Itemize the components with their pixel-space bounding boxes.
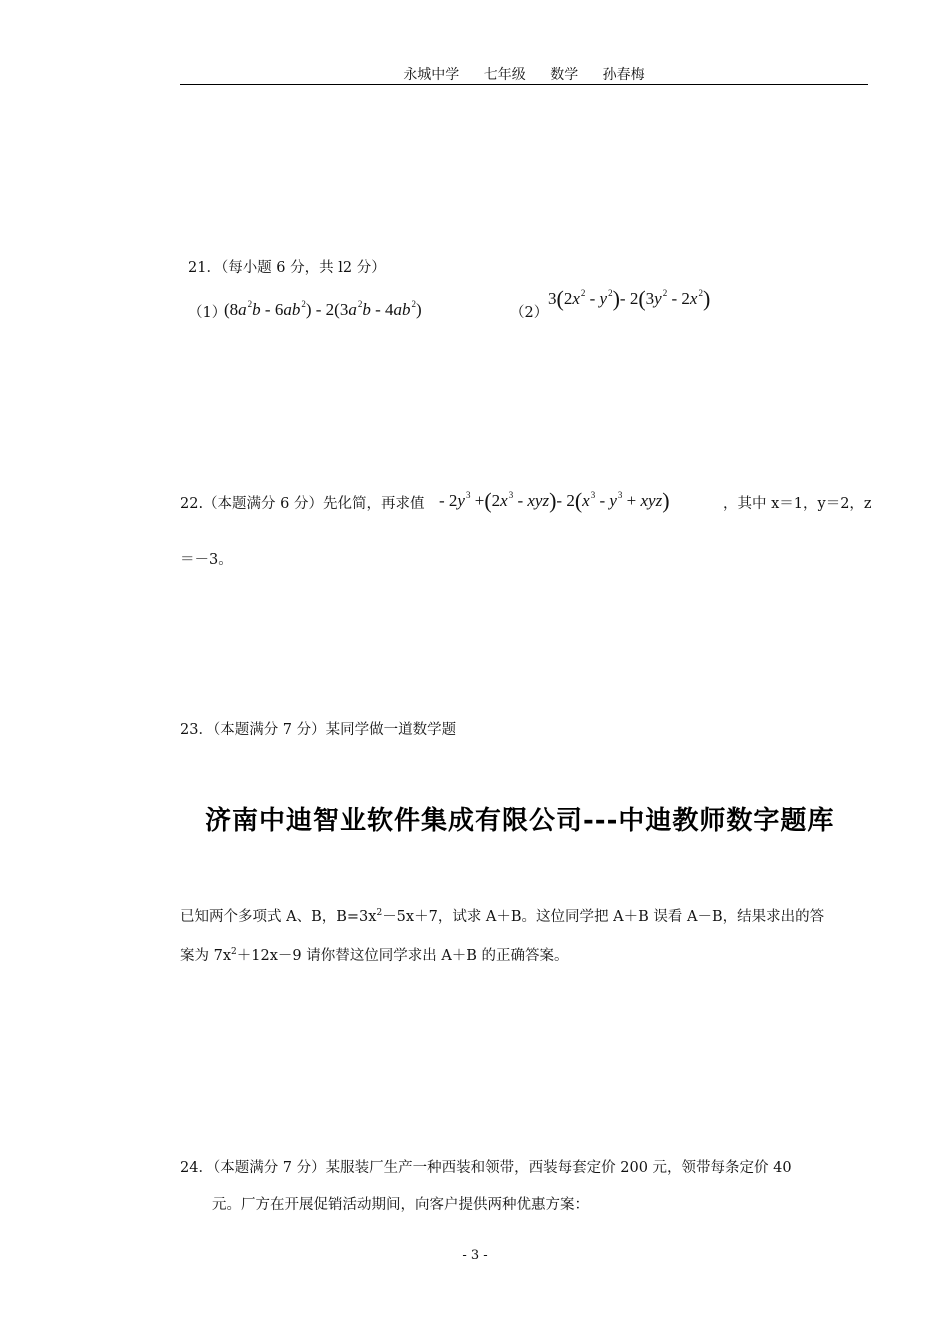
header-subject: 数学 bbox=[550, 67, 579, 83]
q22-condition: ，其中 x＝1，y＝2，z bbox=[723, 496, 872, 512]
header-school: 永城中学 bbox=[403, 67, 460, 83]
header-teacher: 孙春梅 bbox=[602, 67, 645, 83]
page-header bbox=[180, 64, 868, 84]
q24-line2: 元。厂方在开展促销活动期间，向客户提供两种优惠方案： bbox=[212, 1197, 589, 1213]
page-number: - 3 - bbox=[462, 1248, 488, 1263]
q23-title: 23．（本题满分 7 分）某同学做一道数学题 bbox=[180, 722, 457, 738]
q23-problem-line1: 已知两个多项式 A、B，$B=3x^2-5x+7$，试求 A＋B。这位同学把 A＋B 误看 A－B，结果求出的答 bbox=[180, 908, 825, 925]
header-grade: 七年级 bbox=[483, 67, 526, 83]
q22-intro: 22.（本题满分 6 分）先化简，再求值 bbox=[180, 496, 425, 512]
q22-condition-cont: ＝－3。 bbox=[180, 552, 233, 568]
q21-part1-label: （1） bbox=[188, 305, 227, 321]
q21-part2-expression: $3(2x^2 - y^2)-$ $2(3y^2 - 2x^2)$ bbox=[548, 286, 711, 311]
q24-line1: 24．（本题满分 7 分）某服装厂生产一种西装和领带，西装每套定价 200 元，领带每条定价 40 bbox=[180, 1160, 792, 1176]
q21-part2-label: （2） bbox=[510, 305, 549, 321]
header-rule bbox=[180, 84, 868, 85]
q21-title: 21．（每小题 6 分，共 l2 分） bbox=[188, 260, 386, 276]
publisher-banner: 济南中迪智业软件集成有限公司---中迪教师数字题库 bbox=[205, 806, 835, 836]
q23-problem-line2: 案为 $7x^2+12x-9$ 请你替这位同学求出 A＋B 的正确答案。 bbox=[180, 947, 569, 964]
q21-part1-expression: $(8a^2b - 6ab^2) - 2(3a^2b - 4ab^2)$ bbox=[224, 299, 422, 319]
q22-expression: - $2y^3 +(2x^3 - xyz)-$ $2(x^3 - y^3 + xyz)$ bbox=[439, 488, 670, 513]
